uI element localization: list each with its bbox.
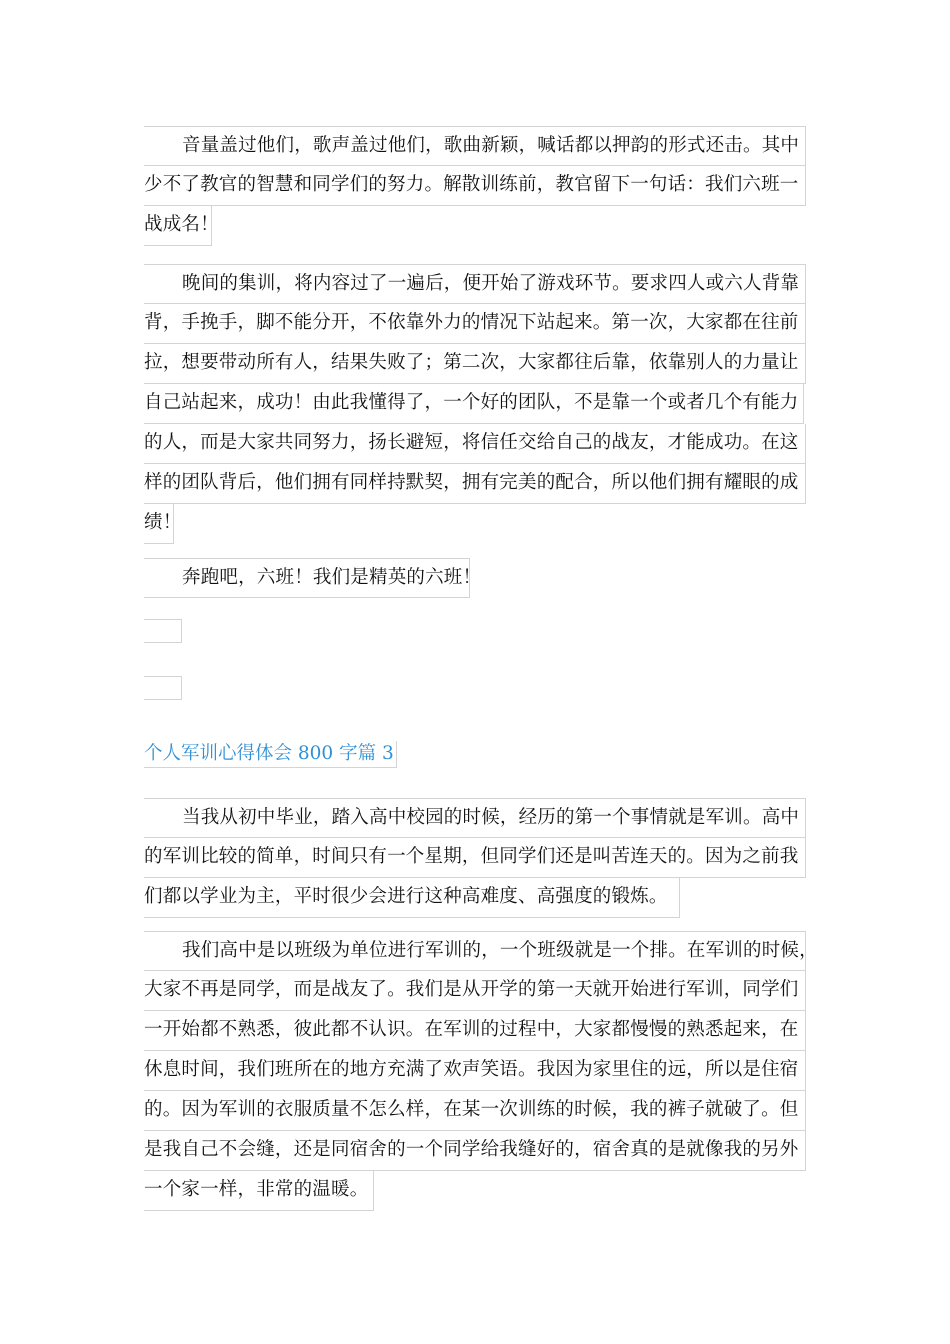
text-line: 一个家一样，非常的温暖。 bbox=[144, 1171, 374, 1211]
text-line: 战成名！ bbox=[144, 206, 212, 246]
empty-line bbox=[144, 676, 182, 700]
text-line: 自己站起来，成功！由此我懂得了，一个好的团队，不是靠一个或者几个有能力 bbox=[144, 384, 804, 424]
text-line: 少不了教官的智慧和同学们的努力。解散训练前，教官留下一句话：我们六班一 bbox=[144, 166, 806, 206]
paragraph-5 bbox=[144, 931, 818, 1211]
paragraph-4 bbox=[144, 798, 806, 918]
paragraph-3 bbox=[144, 558, 806, 598]
text-line: 的军训比较的简单，时间只有一个星期，但同学们还是叫苦连天的。因为之前我 bbox=[144, 838, 806, 878]
text-line: 当我从初中毕业，踏入高中校园的时候，经历的第一个事情就是军训。高中 bbox=[144, 798, 806, 838]
text-line: 大家不再是同学，而是战友了。我们是从开学的第一天就开始进行军训，同学们 bbox=[144, 971, 806, 1011]
section-heading: 个人军训心得体会 800 字篇 3 bbox=[144, 741, 397, 768]
paragraph-1 bbox=[144, 126, 806, 246]
text-line: 音量盖过他们，歌声盖过他们，歌曲新颖，喊话都以押韵的形式还击。其中 bbox=[144, 126, 806, 166]
paragraph-2 bbox=[144, 264, 806, 544]
text-line: 的人，而是大家共同努力，扬长避短，将信任交给自己的战友，才能成功。在这 bbox=[144, 424, 806, 464]
text-line: 我们高中是以班级为单位进行军训的，一个班级就是一个排。在军训的时候， bbox=[144, 931, 806, 971]
text-line: 拉，想要带动所有人，结果失败了；第二次，大家都往后靠，依靠别人的力量让 bbox=[144, 344, 806, 384]
text-line: 晚间的集训，将内容过了一遍后，便开始了游戏环节。要求四人或六人背靠 bbox=[144, 264, 806, 304]
text-line: 绩！ bbox=[144, 504, 174, 544]
empty-line bbox=[144, 619, 182, 643]
text-line: 奔跑吧，六班！我们是精英的六班！ bbox=[144, 558, 470, 598]
text-line: 背，手挽手，脚不能分开，不依靠外力的情况下站起来。第一次，大家都在往前 bbox=[144, 304, 806, 344]
text-line: 们都以学业为主，平时很少会进行这种高难度、高强度的锻炼。 bbox=[144, 878, 680, 918]
text-line: 是我自己不会缝，还是同宿舍的一个同学给我缝好的，宿舍真的是就像我的另外 bbox=[144, 1131, 806, 1171]
text-line: 一开始都不熟悉，彼此都不认识。在军训的过程中，大家都慢慢的熟悉起来，在 bbox=[144, 1011, 806, 1051]
text-line: 样的团队背后，他们拥有同样持默契，拥有完美的配合，所以他们拥有耀眼的成 bbox=[144, 464, 806, 504]
text-line: 的。因为军训的衣服质量不怎么样，在某一次训练的时候，我的裤子就破了。但 bbox=[144, 1091, 806, 1131]
text-line: 休息时间，我们班所在的地方充满了欢声笑语。我因为家里住的远，所以是住宿 bbox=[144, 1051, 806, 1091]
